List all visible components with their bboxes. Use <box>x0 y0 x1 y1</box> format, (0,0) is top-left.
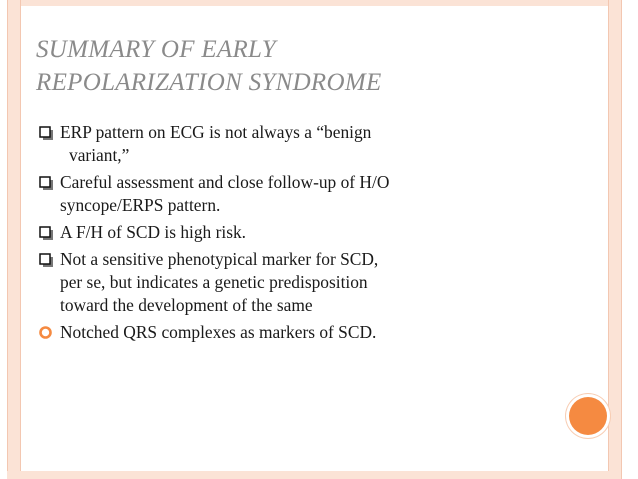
bullet-item-4-line-2: per se, but indicates a genetic predisposition <box>60 272 368 292</box>
slide-border-top <box>7 0 621 6</box>
bullet-item-1-line-2: variant,” <box>69 145 130 165</box>
slide-title-line-2: REPOLARIZATION SYNDROME <box>36 69 382 96</box>
bullet-item-4 <box>36 248 576 317</box>
bullet-item-5-line-1: Notched QRS complexes as markers of SCD. <box>60 322 377 342</box>
bullet-list <box>36 121 576 348</box>
square-bullet-icon <box>38 225 53 240</box>
bullet-item-1 <box>36 121 576 167</box>
square-bullet-icon <box>38 175 53 190</box>
bullet-item-3-line-1: A F/H of SCD is high risk. <box>60 222 247 242</box>
slide-border-bottom <box>7 471 621 479</box>
slide-border-right <box>608 0 622 479</box>
slide-title <box>36 33 596 99</box>
bullet-item-1-line-1: ERP pattern on ECG is not always a “benign <box>60 122 372 142</box>
bullet-item-2-line-1: Careful assessment and close follow-up of H/O <box>60 172 390 192</box>
square-bullet-icon <box>38 252 53 267</box>
square-bullet-icon <box>38 125 53 140</box>
bullet-item-2 <box>36 171 576 217</box>
ring-bullet-icon <box>38 325 53 340</box>
bullet-item-5 <box>36 321 576 344</box>
bullet-item-3 <box>36 221 576 244</box>
slide-border-left <box>7 0 21 479</box>
orange-circle-icon <box>569 397 607 435</box>
bullet-item-4-line-1: Not a sensitive phenotypical marker for SCD, <box>60 249 379 269</box>
bullet-item-4-line-3: toward the development of the same <box>60 295 313 315</box>
bullet-item-2-line-2: syncope/ERPS pattern. <box>60 195 221 215</box>
slide-title-line-1: SUMMARY OF EARLY <box>36 36 276 63</box>
